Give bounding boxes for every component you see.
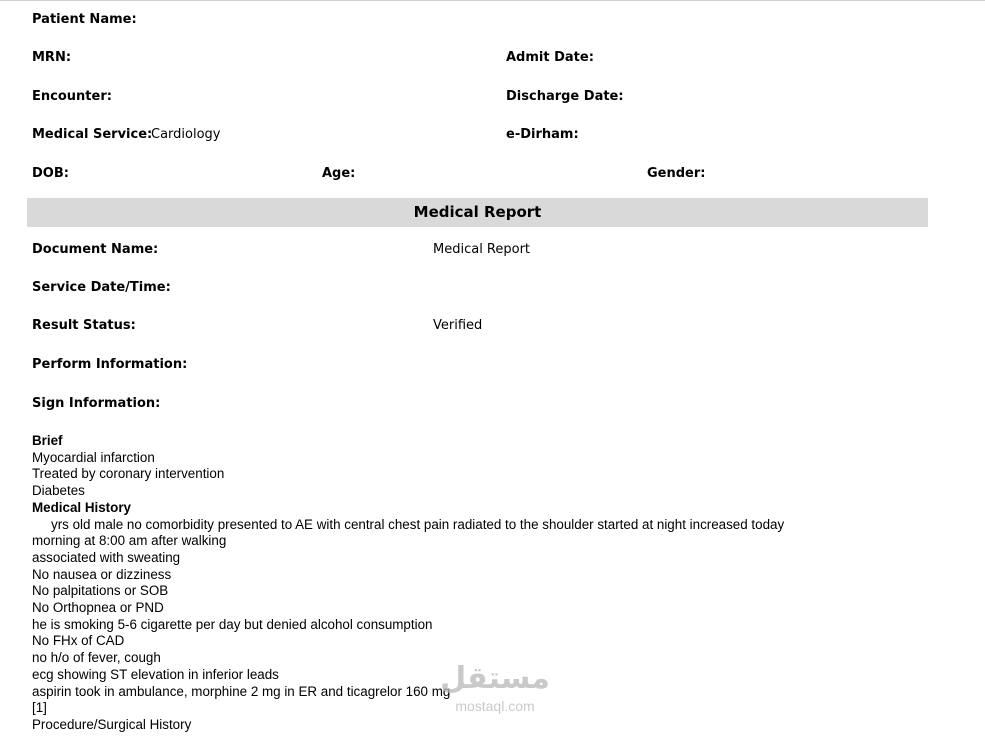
patient-name-label: Patient Name:: [32, 12, 137, 27]
mrn-label: MRN:: [32, 50, 72, 65]
history-line: No nausea or dizziness: [32, 566, 172, 582]
brief-heading: Brief: [32, 433, 63, 448]
sign-information-label: Sign Information:: [32, 396, 161, 411]
history-line: morning at 8:00 am after walking: [32, 533, 227, 549]
history-line: No palpitations or SOB: [32, 583, 169, 599]
admit-date-label: Admit Date:: [506, 50, 594, 65]
history-line: No FHx of CAD: [32, 633, 125, 649]
report-section-banner: [27, 198, 928, 227]
encounter-label: Encounter:: [32, 89, 112, 104]
perform-information-label: Perform Information:: [32, 357, 188, 372]
result-status-value: Verified: [433, 318, 483, 333]
document-name-value: Medical Report: [433, 242, 531, 257]
mostaql-watermark: [420, 660, 570, 724]
medical-history-heading: Medical History: [32, 499, 131, 515]
history-line: [1]: [32, 700, 47, 716]
history-line: associated with sweating: [32, 549, 181, 565]
medical-service-value: Cardiology: [151, 127, 221, 142]
history-line: ecg showing ST elevation in inferior leads: [32, 666, 279, 682]
history-line: yrs old male no comorbidity presented to AE with central chest pain radiated to the shoulder started at night increased today: [51, 516, 785, 532]
age-label: Age:: [322, 166, 356, 181]
history-line: no h/o of fever, cough: [32, 650, 161, 666]
watermark-url: mostaql.com: [455, 698, 535, 714]
brief-item: Treated by coronary intervention: [32, 466, 225, 482]
history-line: he is smoking 5-6 cigarette per day but denied alcohol consumption: [32, 616, 433, 632]
report-title: Medical Report: [413, 203, 542, 221]
procedure-surgical-history-heading: Procedure/Surgical History: [32, 716, 192, 732]
dob-label: DOB:: [32, 166, 69, 181]
gender-label: Gender:: [647, 166, 706, 181]
brief-item: Myocardial infarction: [32, 449, 155, 465]
top-divider: [0, 0, 985, 1]
discharge-date-label: Discharge Date:: [506, 89, 624, 104]
medical-service-label: Medical Service:: [32, 127, 153, 142]
document-name-label: Document Name:: [32, 242, 159, 257]
service-datetime-label: Service Date/Time:: [32, 280, 171, 295]
history-line: aspirin took in ambulance, morphine 2 mg in ER and ticagrelor 160 mg: [32, 683, 451, 699]
brief-item: Diabetes: [32, 483, 85, 499]
result-status-label: Result Status:: [32, 318, 136, 333]
history-line: No Orthopnea or PND: [32, 600, 164, 616]
edirham-label: e-Dirham:: [506, 127, 579, 142]
watermark-arabic-logo: مستقل: [440, 661, 550, 696]
